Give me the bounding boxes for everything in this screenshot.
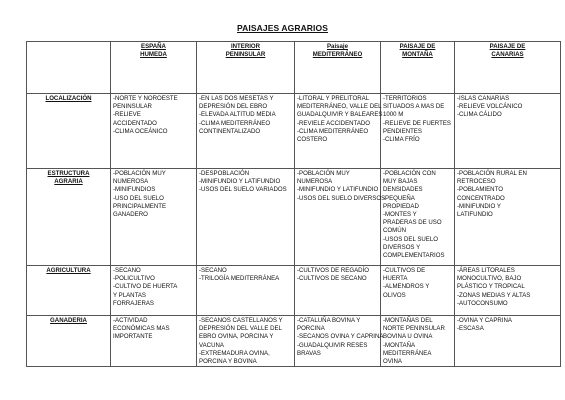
cell-line: MONOCULTIVO, BAJO [457, 275, 522, 283]
cell-line: SITUADOS A MAS DE [383, 103, 445, 111]
cell-line: -CLIMA MEDITERRÁNEO [297, 127, 369, 135]
cell-line: -PEQUEÑA [383, 194, 415, 202]
table-cell [111, 316, 197, 367]
cell-line: -SECANOS CASTELLANOS Y [199, 317, 283, 324]
cell-line: MEDITERRÁNEO, VALLE DEL [297, 103, 382, 111]
table-cell [455, 316, 561, 367]
cell-line: NUMEROSA [113, 178, 149, 186]
cell-line: PAISAJE DE [399, 43, 436, 50]
cell-line: PLÁSTICO Y TROPICAL [457, 283, 525, 291]
cell-line: GANADERO [113, 211, 148, 219]
cell-line: BOVINA U OVINA [383, 333, 433, 341]
cell-line: CONCENTRADO [457, 194, 505, 202]
cell-line: -RELIEVE VOLCÁNICO [457, 103, 523, 111]
cell-line: PRADERAS DE USO [383, 219, 442, 227]
cell-line: MUY BAJAS [383, 178, 418, 186]
cell-line: -EN LAS DOS MESETAS Y [199, 95, 274, 102]
cell-line: -TERRITORIOS [383, 95, 427, 102]
cell-line: PENINSULAR [113, 103, 152, 111]
cell-line: -USOS DEL SUELO [383, 235, 438, 243]
cell-line: ESTRUCTURA [47, 170, 90, 177]
cell-line: -REVIELE ACCIDENTADO [297, 119, 371, 127]
cell-line: DEPRESIÓN DEL EBRO [199, 103, 268, 111]
column-header [197, 42, 295, 94]
cell-line: -ÁREAS LITORALES [457, 267, 515, 274]
table-cell [381, 169, 455, 266]
cell-line: -ESCASA [457, 325, 484, 333]
cell-line: -CULTIVO DE HUERTA [113, 283, 178, 291]
cell-line: -AUTOCONSUMO [457, 299, 508, 307]
table-cell [197, 94, 295, 169]
cell-line: ESPAÑA [141, 43, 166, 50]
table-cell [455, 266, 561, 316]
table-cell [197, 266, 295, 316]
column-header [111, 42, 197, 94]
column-header [455, 42, 561, 94]
cell-line: IMPORTANTE [113, 333, 153, 341]
cell-line: Y PLANTAS [113, 291, 146, 299]
cell-line: -ISLAS CANARIAS [457, 95, 510, 102]
cell-line: -SECANO [113, 267, 141, 274]
cell-line: -MONTAÑA [383, 341, 416, 349]
table-cell [381, 94, 455, 169]
cell-line: -EXTREMADURA OVINA, [199, 349, 270, 357]
cell-line: PORCINA [297, 325, 325, 333]
cell-line: COSTERO [297, 136, 328, 144]
cell-line: CONTINENTALIZADO [199, 127, 261, 135]
cell-line: -MINIFUNDIO Y LATIFUNDIO [199, 178, 281, 186]
table-cell [295, 169, 386, 266]
cell-line: PRINCIPALMENTE [113, 202, 167, 210]
cell-line: -POBLACIÓN RURAL EN [457, 170, 527, 177]
cell-line: -USO DEL SUELO [113, 194, 164, 202]
cell-line: -USOS DEL SUELO DIVERSOS [297, 194, 386, 202]
cell-line: -OVINA Y CAPRINA [457, 317, 512, 324]
cell-line: -CLIMA MEDITERRÁNEO [199, 119, 271, 127]
cell-line: PENINSULAR [225, 51, 266, 59]
cell-line: COMÚN [383, 227, 407, 235]
cell-line: -MINIFUNDIO Y LATIFUNDIO [297, 186, 379, 194]
cell-line: -MONTES Y [383, 211, 417, 219]
cell-line: -MINIFUNDIO Y [457, 202, 501, 210]
cell-line: -POBLAMIENTO [457, 186, 503, 194]
cell-line: OLIVOS [383, 291, 406, 299]
column-header [295, 42, 381, 94]
cell-line: -RELIEVE DE FUERTES [383, 119, 451, 127]
cell-line: PENDIENTES [383, 127, 422, 135]
cell-line: HUMEDA [140, 51, 167, 59]
cell-line: DENSIDADES [383, 186, 423, 194]
cell-line: MONTAÑA [402, 51, 433, 59]
column-header [381, 42, 455, 94]
cell-line: PAISAJE DE [489, 43, 526, 50]
table-cell [111, 94, 197, 169]
row-header [27, 94, 111, 169]
cell-line: MEDITERRÁNEO [312, 51, 363, 59]
table-cell [197, 169, 295, 266]
cell-line: -CULTIVOS DE [383, 267, 426, 274]
table-cell [295, 266, 381, 316]
cell-line: AGRICULTURA [46, 267, 91, 274]
cell-line: -POBLACIÓN MUY [297, 170, 350, 177]
cell-line: INTERIOR [230, 43, 261, 50]
cell-line: LATIFUNDIO [457, 211, 493, 219]
table-cell [111, 169, 197, 266]
cell-line: ACCIDENTADO [113, 119, 157, 127]
row-header [27, 266, 111, 316]
cell-line: DEPRESIÓN DEL VALLE DEL [199, 325, 282, 333]
cell-line: -RELIEVE [113, 111, 141, 119]
cell-line: OVINA [383, 358, 402, 366]
cell-line: GANADERIA [50, 317, 87, 324]
cell-line: -MINIFUNDIOS [113, 186, 156, 194]
table-cell [111, 266, 197, 316]
cell-line: -TRILOGÍA MEDITERRÁNEA [199, 275, 280, 283]
cell-line: VACUNA [199, 341, 224, 349]
table-row [27, 316, 561, 367]
cell-line: -SECANO [199, 267, 227, 274]
cell-line: MEDITERRÁNEA [383, 349, 432, 357]
table-cell [295, 316, 384, 367]
row-header [27, 169, 111, 266]
cell-line: -CLIMA OCEÁNICO [113, 127, 168, 135]
table-cell [455, 94, 561, 169]
cell-line: -ALMENDROS Y [383, 283, 430, 291]
cell-line: -POBLACIÓN CON [383, 170, 436, 177]
cell-line: -USOS DEL SUELO VARIADOS [199, 186, 287, 194]
cell-line: -GUADALQUIVIR RESES [297, 341, 368, 349]
cell-line: NUMEROSA [297, 178, 333, 186]
cell-line: BRAVAS [297, 349, 321, 357]
cell-line: DIVERSOS Y [383, 243, 421, 251]
cell-line: FORRAJERAS [113, 299, 154, 307]
cell-line: HUERTA [383, 275, 408, 283]
cell-line: -ACTIVIDAD [113, 317, 148, 324]
table-cell [295, 94, 381, 169]
cell-line: LOCALIZACIÓN [45, 95, 92, 102]
table-row [27, 94, 561, 169]
cell-line: CANARIAS [491, 51, 524, 59]
cell-line: -CLIMA CÁLIDO [457, 111, 502, 119]
cell-line: -POLICULTIVO [113, 275, 155, 283]
page-title: PAISAJES AGRARIOS [237, 23, 328, 33]
cell-line: NORTE PENINSULAR [383, 325, 445, 333]
cell-line: ECONÓMICAS MAS [113, 325, 170, 333]
cell-line: EBRO OVINA, PORCINA Y [199, 333, 274, 341]
cell-line: -SECANOS OVINA Y CAPRINA [297, 333, 384, 341]
cell-line: -DESPOBLACIÓN [199, 170, 250, 177]
cell-line: AGRARIA [54, 178, 83, 186]
cell-line: -ELEVADA ALTITUD MEDIA [199, 111, 276, 119]
cell-line: -CULTIVOS DE SECANO [297, 275, 367, 283]
cell-line: -CATALUÑA BOVINA Y [297, 317, 361, 324]
cell-line: 1000 M [383, 111, 404, 119]
table-row [27, 266, 561, 316]
table-cell [455, 169, 561, 266]
table-cell [381, 316, 455, 367]
cell-line: RETROCESO [457, 178, 496, 186]
corner-cell [27, 42, 111, 94]
cell-line: -MONTAÑAS DEL [383, 317, 433, 324]
cell-line: -POBLACIÓN MUY [113, 170, 166, 177]
cell-line: Paisaje [326, 43, 348, 50]
cell-line: PROPIEDAD [383, 202, 419, 210]
header-row [27, 42, 561, 94]
cell-line: COMPLEMENTARIOS [383, 252, 445, 260]
table-cell [197, 316, 295, 367]
cell-line: -NORTE Y NOROESTE [113, 95, 178, 102]
cell-line: -CULTIVOS DE REGADÍO [297, 267, 370, 274]
table-row [27, 169, 561, 266]
row-header [27, 316, 111, 367]
table-cell [381, 266, 455, 316]
cell-line: -ZONAS MEDIAS Y ALTAS [457, 291, 531, 299]
cell-line: -LITORAL Y PRELITORAL [297, 95, 370, 102]
cell-line: GUADALQUIVIR Y BALEARES [297, 111, 383, 119]
cell-line: PORCINA Y BOVINA [199, 358, 257, 366]
comparison-table [26, 41, 561, 367]
cell-line: -CLIMA FRÍO [383, 136, 420, 144]
